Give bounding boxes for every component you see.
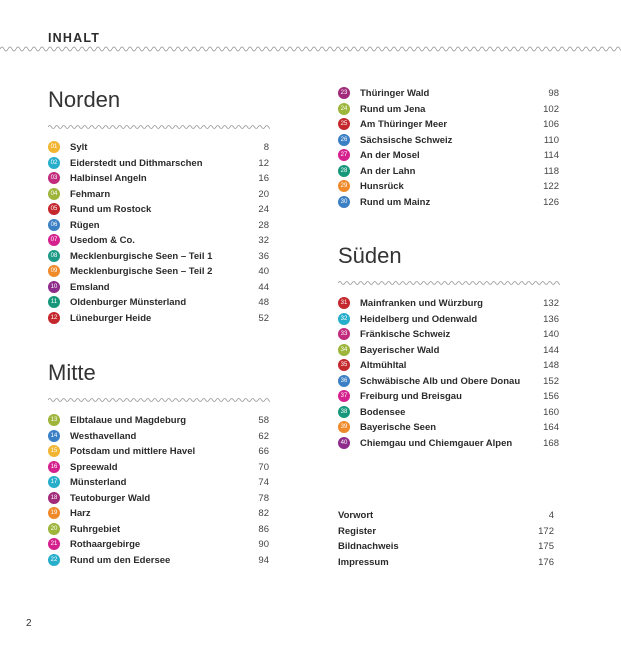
toc-entry-page: 28 bbox=[258, 219, 269, 231]
toc-entry-title: Fränkische Schweiz bbox=[360, 329, 451, 340]
toc-entry-title: Oldenburger Münsterland bbox=[70, 297, 187, 308]
toc-entry-title: Heidelberg und Odenwald bbox=[360, 313, 478, 325]
toc-entry-title: An der Lahn bbox=[360, 165, 416, 177]
toc-entry[interactable] bbox=[338, 343, 559, 359]
toc-entry-title: Sächsische Schweiz bbox=[360, 134, 453, 146]
toc-entry-title: Mecklenburgische Seen – Teil 1 bbox=[70, 250, 213, 262]
appendix-entry-title: Impressum bbox=[338, 556, 389, 568]
toc-entry[interactable] bbox=[338, 148, 559, 164]
chapter-number-badge: 30 bbox=[338, 196, 350, 208]
chapter-number-badge: 40 bbox=[338, 437, 350, 449]
toc-entry-page: 40 bbox=[258, 266, 269, 277]
toc-entry-page: 74 bbox=[258, 477, 269, 488]
toc-entry-title: Rund um Rostock bbox=[70, 204, 152, 215]
toc-entry-title: Mecklenburgische Seen – Teil 2 bbox=[70, 266, 213, 277]
header-label: INHALT bbox=[48, 31, 101, 45]
chapter-number-badge: 27 bbox=[338, 149, 350, 161]
section-norden bbox=[48, 86, 270, 326]
toc-entry[interactable] bbox=[48, 202, 269, 218]
toc-entry-page: 62 bbox=[258, 430, 269, 442]
toc-entry-title: Sylt bbox=[70, 142, 88, 153]
chapter-number-badge: 28 bbox=[338, 165, 350, 177]
section-wave-divider bbox=[48, 124, 270, 130]
toc-entry[interactable] bbox=[338, 102, 559, 118]
chapter-number-badge: 08 bbox=[48, 250, 60, 262]
appendix-entry-title: Bildnachweis bbox=[338, 541, 399, 553]
toc-entry-title: Altmühltal bbox=[360, 360, 407, 371]
chapter-number-badge: 25 bbox=[338, 118, 350, 130]
chapter-number-badge: 01 bbox=[48, 141, 60, 153]
chapter-number-badge: 23 bbox=[338, 87, 350, 99]
toc-entry[interactable] bbox=[338, 436, 559, 452]
chapter-number-badge: 10 bbox=[48, 281, 60, 293]
toc-entry-page: 168 bbox=[543, 437, 559, 449]
toc-entry-title: Thüringer Wald bbox=[360, 88, 430, 99]
toc-entry[interactable] bbox=[48, 311, 269, 327]
chapter-number-badge: 37 bbox=[338, 390, 350, 402]
toc-entry-title: Spreewald bbox=[70, 461, 118, 473]
chapter-number-badge: 20 bbox=[48, 523, 60, 535]
toc-entry-page: 98 bbox=[548, 88, 559, 99]
chapter-number-badge: 21 bbox=[48, 538, 60, 550]
toc-entry[interactable] bbox=[338, 389, 559, 405]
toc-entry-title: Fehmarn bbox=[70, 188, 111, 200]
toc-entry-page: 122 bbox=[543, 181, 559, 192]
toc-entry[interactable] bbox=[48, 280, 269, 296]
toc-entry[interactable] bbox=[48, 187, 269, 203]
toc-entry-page: 136 bbox=[543, 313, 559, 325]
toc-entry-title: Ruhrgebiet bbox=[70, 523, 121, 535]
toc-entry-title: Lüneburger Heide bbox=[70, 312, 152, 324]
toc-entry[interactable] bbox=[338, 312, 559, 328]
section-wave-divider bbox=[338, 280, 560, 286]
toc-entry-page: 126 bbox=[543, 196, 559, 208]
toc-entry[interactable] bbox=[48, 264, 269, 280]
toc-entry-page: 106 bbox=[543, 119, 559, 130]
toc-entry-page: 12 bbox=[258, 157, 269, 169]
toc-entry[interactable] bbox=[338, 296, 559, 312]
toc-entry-page: 32 bbox=[258, 235, 269, 246]
toc-entry-title: Chiemgau und Chiemgauer Alpen bbox=[360, 437, 513, 449]
chapter-number-badge: 05 bbox=[48, 203, 60, 215]
toc-entry-title: Hunsrück bbox=[360, 181, 404, 192]
toc-entry[interactable] bbox=[48, 429, 269, 445]
toc-entry-title: Teutoburger Wald bbox=[70, 492, 151, 504]
appendix-entry[interactable] bbox=[338, 508, 554, 524]
toc-entry[interactable] bbox=[48, 506, 269, 522]
toc-entry-title: Freiburg und Breisgau bbox=[360, 391, 462, 402]
toc-entry-title: Halbinsel Angeln bbox=[70, 173, 147, 184]
toc-entry[interactable] bbox=[338, 405, 559, 421]
toc-entry-title: An der Mosel bbox=[360, 150, 420, 161]
toc-entry[interactable] bbox=[338, 195, 559, 211]
toc-entry-page: 44 bbox=[258, 281, 269, 293]
chapter-number-badge: 14 bbox=[48, 430, 60, 442]
toc-entry[interactable] bbox=[48, 218, 269, 234]
appendix-entry-title: Register bbox=[338, 525, 377, 537]
toc-entry[interactable] bbox=[48, 460, 269, 476]
section-sueden bbox=[338, 242, 560, 451]
toc-entry[interactable] bbox=[338, 164, 559, 180]
toc-entry-page: 160 bbox=[543, 406, 559, 418]
chapter-number-badge: 02 bbox=[48, 157, 60, 169]
toc-entry[interactable] bbox=[48, 522, 269, 538]
toc-entry-page: 86 bbox=[258, 523, 269, 535]
toc-list-appendix bbox=[338, 508, 554, 570]
toc-entry-page: 152 bbox=[543, 375, 559, 387]
section-title-norden: Norden bbox=[48, 87, 121, 112]
chapter-number-badge: 17 bbox=[48, 476, 60, 488]
toc-entry-title: Am Thüringer Meer bbox=[360, 119, 448, 130]
chapter-number-badge: 16 bbox=[48, 461, 60, 473]
toc-entry[interactable] bbox=[338, 179, 559, 195]
toc-entry-title: Emsland bbox=[70, 281, 110, 293]
toc-list-mitte bbox=[48, 413, 270, 568]
toc-entry-title: Usedom & Co. bbox=[70, 235, 135, 246]
toc-list-mitte-continued bbox=[338, 86, 559, 210]
toc-list-norden bbox=[48, 140, 270, 326]
appendix-entry-page: 175 bbox=[538, 541, 554, 553]
toc-entry-title: Schwäbische Alb und Obere Donau bbox=[360, 375, 521, 387]
chapter-number-badge: 15 bbox=[48, 445, 60, 457]
chapter-number-badge: 33 bbox=[338, 328, 350, 340]
toc-entry-page: 52 bbox=[258, 312, 269, 324]
toc-entry-page: 140 bbox=[543, 329, 559, 340]
chapter-number-badge: 03 bbox=[48, 172, 60, 184]
chapter-number-badge: 32 bbox=[338, 313, 350, 325]
chapter-number-badge: 38 bbox=[338, 406, 350, 418]
toc-entry[interactable] bbox=[338, 358, 559, 374]
toc-entry-page: 66 bbox=[258, 446, 269, 457]
toc-entry[interactable] bbox=[48, 491, 269, 507]
toc-entry-page: 114 bbox=[543, 150, 559, 161]
chapter-number-badge: 18 bbox=[48, 492, 60, 504]
chapter-number-badge: 07 bbox=[48, 234, 60, 246]
chapter-number-badge: 04 bbox=[48, 188, 60, 200]
chapter-number-badge: 09 bbox=[48, 265, 60, 277]
toc-list-sueden bbox=[338, 296, 560, 451]
chapter-number-badge: 24 bbox=[338, 103, 350, 115]
toc-entry-page: 94 bbox=[258, 554, 269, 566]
toc-entry-title: Münsterland bbox=[70, 477, 127, 488]
toc-entry-page: 48 bbox=[258, 297, 269, 308]
toc-entry-title: Rothaargebirge bbox=[70, 539, 141, 550]
page-number: 2 bbox=[26, 618, 32, 629]
chapter-number-badge: 11 bbox=[48, 296, 60, 308]
toc-entry-page: 70 bbox=[258, 461, 269, 473]
toc-entry[interactable] bbox=[48, 249, 269, 265]
toc-entry[interactable] bbox=[48, 156, 269, 172]
toc-entry-page: 164 bbox=[543, 422, 559, 433]
toc-entry-page: 156 bbox=[543, 391, 559, 402]
appendix-entry[interactable] bbox=[338, 555, 554, 571]
toc-entry-title: Elbtalaue und Magdeburg bbox=[70, 415, 187, 426]
chapter-number-badge: 06 bbox=[48, 219, 60, 231]
toc-entry[interactable] bbox=[48, 475, 269, 491]
chapter-number-badge: 39 bbox=[338, 421, 350, 433]
appendix-entry-title: Vorwort bbox=[338, 510, 374, 521]
toc-entry-page: 118 bbox=[543, 165, 559, 177]
toc-entry[interactable] bbox=[338, 117, 559, 133]
toc-entry-page: 8 bbox=[263, 142, 269, 153]
section-title-sueden: Süden bbox=[338, 243, 402, 268]
toc-entry-page: 36 bbox=[258, 250, 269, 262]
toc-entry-page: 20 bbox=[258, 188, 269, 200]
section-wave-divider bbox=[48, 397, 270, 403]
appendix-entry-page: 176 bbox=[538, 556, 554, 568]
toc-entry-page: 132 bbox=[543, 298, 559, 309]
toc-entry-page: 144 bbox=[543, 344, 559, 356]
toc-entry[interactable] bbox=[48, 553, 269, 569]
toc-entry-page: 110 bbox=[543, 134, 559, 146]
chapter-number-badge: 36 bbox=[338, 375, 350, 387]
toc-entry-page: 102 bbox=[543, 103, 559, 115]
toc-entry-page: 90 bbox=[258, 539, 269, 550]
chapter-number-badge: 12 bbox=[48, 312, 60, 324]
toc-entry-title: Rund um den Edersee bbox=[70, 554, 171, 566]
appendix-entry[interactable] bbox=[338, 524, 554, 540]
toc-entry-title: Bayerische Seen bbox=[360, 422, 437, 433]
section-title-mitte: Mitte bbox=[48, 360, 96, 385]
toc-entry-page: 148 bbox=[543, 360, 559, 371]
toc-entry-page: 82 bbox=[258, 508, 269, 519]
toc-entry[interactable] bbox=[48, 140, 269, 156]
toc-entry[interactable] bbox=[338, 420, 559, 436]
toc-entry-title: Rund um Mainz bbox=[360, 196, 431, 208]
chapter-number-badge: 22 bbox=[48, 554, 60, 566]
section-mitte-continued bbox=[338, 86, 559, 210]
chapter-number-badge: 26 bbox=[338, 134, 350, 146]
appendix-entry[interactable] bbox=[338, 539, 554, 555]
toc-entry-page: 78 bbox=[258, 492, 269, 504]
toc-entry[interactable] bbox=[48, 295, 269, 311]
toc-entry-title: Bayerischer Wald bbox=[360, 344, 440, 356]
toc-entry[interactable] bbox=[338, 374, 559, 390]
toc-entry[interactable] bbox=[48, 413, 269, 429]
toc-entry-page: 16 bbox=[258, 173, 269, 184]
toc-entry-title: Bodensee bbox=[360, 406, 406, 418]
toc-entry-title: Potsdam und mittlere Havel bbox=[70, 446, 196, 457]
toc-entry[interactable] bbox=[48, 444, 269, 460]
toc-entry[interactable] bbox=[48, 233, 269, 249]
toc-entry[interactable] bbox=[338, 86, 559, 102]
toc-entry-page: 58 bbox=[258, 415, 269, 426]
chapter-number-badge: 35 bbox=[338, 359, 350, 371]
toc-entry-title: Mainfranken und Würzburg bbox=[360, 298, 483, 309]
toc-entry-title: Rund um Jena bbox=[360, 103, 426, 115]
toc-entry[interactable] bbox=[338, 133, 559, 149]
section-mitte bbox=[48, 359, 270, 568]
toc-entry-title: Westhavelland bbox=[70, 430, 137, 442]
toc-entry[interactable] bbox=[48, 171, 269, 187]
chapter-number-badge: 29 bbox=[338, 180, 350, 192]
chapter-number-badge: 13 bbox=[48, 414, 60, 426]
toc-entry-title: Eiderstedt und Dithmarschen bbox=[70, 157, 203, 169]
toc-entry-title: Rügen bbox=[70, 219, 100, 231]
appendix-entry-page: 172 bbox=[538, 525, 554, 537]
chapter-number-badge: 19 bbox=[48, 507, 60, 519]
chapter-number-badge: 34 bbox=[338, 344, 350, 356]
toc-entry-page: 24 bbox=[258, 204, 269, 215]
appendix-entry-page: 4 bbox=[548, 510, 554, 521]
toc-entry[interactable] bbox=[48, 537, 269, 553]
toc-entry-title: Harz bbox=[70, 508, 91, 519]
chapter-number-badge: 31 bbox=[338, 297, 350, 309]
toc-entry[interactable] bbox=[338, 327, 559, 343]
header-wave-divider bbox=[0, 45, 621, 53]
